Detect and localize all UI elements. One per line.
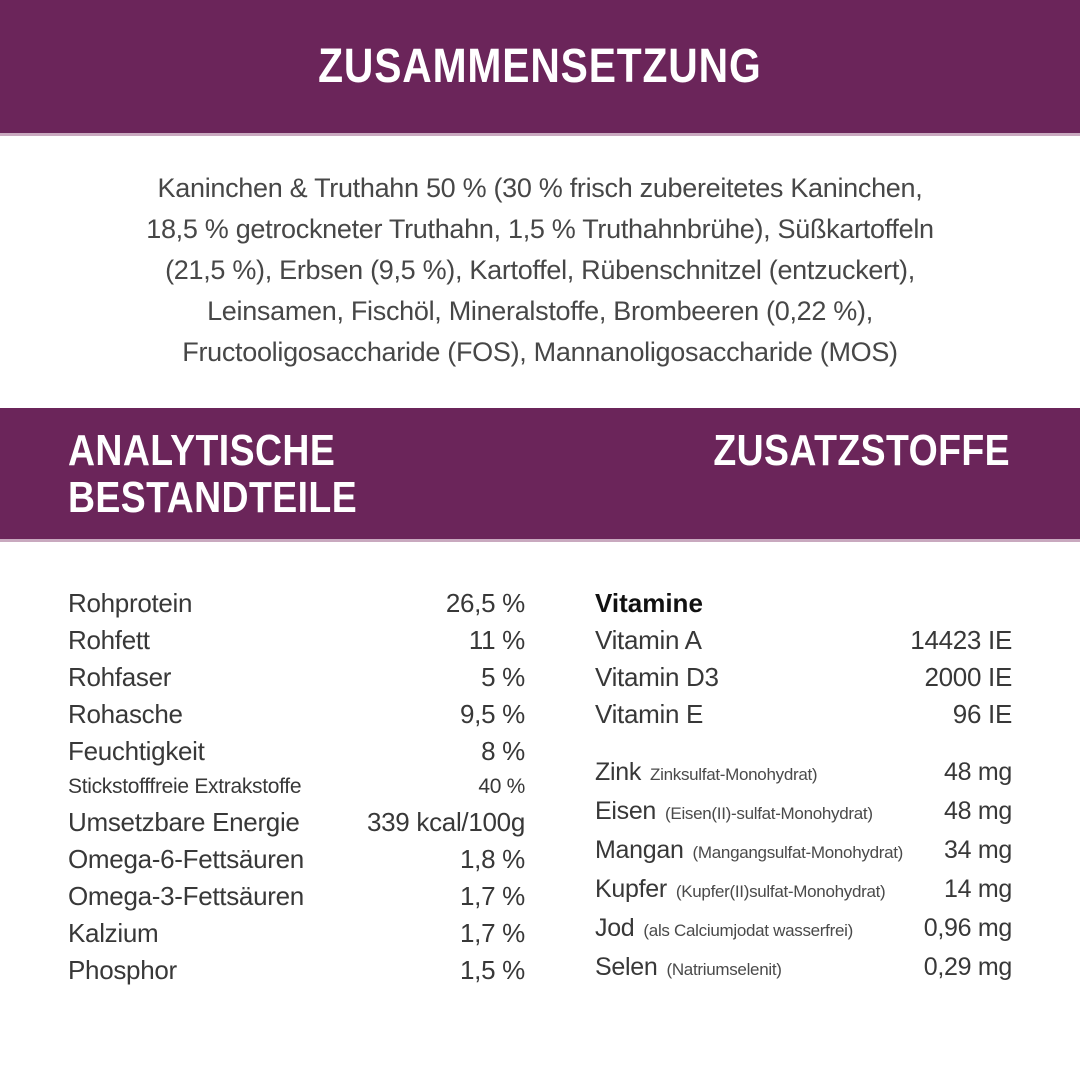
row-value: 1,5 % — [460, 955, 525, 985]
mineral-note: (Eisen(II)-sulfat-Monohydrat) — [665, 804, 873, 823]
composition-line: Fructooligosaccharide (FOS), Mannanoligosaccharide (MOS) — [182, 337, 898, 367]
analytical-row — [68, 622, 525, 659]
row-label: Rohasche — [68, 699, 183, 729]
vitamin-row — [595, 659, 1012, 696]
row-label: Vitamin D3 — [595, 662, 719, 692]
analytical-row — [68, 915, 525, 952]
mineral-row — [595, 793, 1012, 832]
section-band — [0, 408, 1080, 542]
mineral-row — [595, 754, 1012, 793]
row-label: Vitamin E — [595, 699, 704, 729]
row-value: 40 % — [478, 775, 525, 798]
mineral-note: (Mangangsulfat-Monohydrat) — [692, 843, 904, 862]
row-value: 2000 IE — [924, 662, 1012, 692]
mineral-name: Zink — [595, 758, 642, 786]
row-label: Vitamin A — [595, 625, 702, 655]
row-value: 9,5 % — [460, 699, 525, 729]
vitamin-row — [595, 696, 1012, 733]
analytical-heading-line2: BESTANDTEILE — [68, 473, 358, 522]
mineral-note: (Natriumselenit) — [666, 960, 782, 979]
composition-line: Kaninchen & Truthahn 50 % (30 % frisch zubereitetes Kaninchen, — [157, 173, 923, 203]
additives-table — [595, 585, 1012, 988]
row-value: 1,8 % — [460, 844, 525, 874]
analytical-heading — [68, 427, 357, 521]
composition-text — [40, 168, 1040, 373]
composition-line: 18,5 % getrockneter Truthahn, 1,5 % Truthahnbrühe), Süßkartoffeln — [146, 214, 934, 244]
mineral-name: Selen — [595, 953, 658, 981]
mineral-name: Kupfer — [595, 875, 667, 903]
mineral-name: Eisen — [595, 797, 657, 825]
mineral-value: 34 mg — [944, 836, 1012, 864]
analytical-row — [68, 733, 525, 770]
analytical-row — [68, 841, 525, 878]
mineral-row — [595, 832, 1012, 871]
row-value: 96 IE — [952, 699, 1012, 729]
analytical-row — [68, 952, 525, 989]
row-value: 8 % — [481, 736, 525, 766]
mineral-name: Mangan — [595, 836, 684, 864]
row-label: Stickstofffreie Extrakstoffe — [68, 775, 302, 798]
page-title: ZUSAMMENSETZUNG — [318, 40, 762, 93]
row-value: 14423 IE — [910, 625, 1012, 655]
row-value: 339 kcal/100g — [366, 807, 525, 837]
row-label: Umsetzbare Energie — [68, 807, 300, 837]
row-label: Rohprotein — [68, 588, 193, 618]
analytical-row — [68, 804, 525, 841]
row-label: Rohfett — [68, 625, 150, 655]
row-label: Omega-6-Fettsäuren — [68, 844, 304, 874]
mineral-note: (Kupfer(II)sulfat-Monohydrat) — [675, 882, 886, 901]
header-band — [0, 0, 1080, 136]
analytical-row — [68, 659, 525, 696]
analytical-row — [68, 696, 525, 733]
mineral-row — [595, 910, 1012, 949]
mineral-note: Zinksulfat-Monohydrat) — [650, 765, 818, 784]
row-value: 1,7 % — [460, 881, 525, 911]
mineral-value: 0,96 mg — [923, 914, 1012, 942]
additives-heading: ZUSATZSTOFFE — [713, 426, 1010, 475]
analytical-row — [68, 770, 525, 804]
row-label: Phosphor — [68, 955, 177, 985]
row-label: Feuchtigkeit — [68, 736, 205, 766]
mineral-value: 14 mg — [944, 875, 1012, 903]
row-value: 11 % — [468, 625, 525, 655]
row-label: Kalzium — [68, 918, 159, 948]
row-value: 5 % — [481, 662, 525, 692]
row-value: 26,5 % — [445, 588, 525, 618]
minerals-table — [595, 754, 1012, 988]
composition-line: (21,5 %), Erbsen (9,5 %), Kartoffel, Rübenschnitzel (entzuckert), — [165, 255, 915, 285]
vitamins-heading: Vitamine — [595, 588, 703, 618]
composition-line: Leinsamen, Fischöl, Mineralstoffe, Brombeeren (0,22 %), — [207, 296, 873, 326]
mineral-name: Jod — [595, 914, 635, 942]
analytical-heading-line1: ANALYTISCHE — [68, 426, 336, 475]
mineral-row — [595, 949, 1012, 988]
mineral-note: (als Calciumjodat wasserfrei) — [643, 921, 853, 940]
mineral-value: 48 mg — [944, 797, 1012, 825]
mineral-value: 48 mg — [944, 758, 1012, 786]
analytical-row — [68, 585, 525, 622]
analytical-row — [68, 878, 525, 915]
mineral-row — [595, 871, 1012, 910]
row-label: Omega-3-Fettsäuren — [68, 881, 304, 911]
mineral-value: 0,29 mg — [923, 953, 1012, 981]
analytical-table — [68, 585, 525, 989]
row-label: Rohfaser — [68, 662, 172, 692]
row-value: 1,7 % — [460, 918, 525, 948]
vitamin-row — [595, 622, 1012, 659]
